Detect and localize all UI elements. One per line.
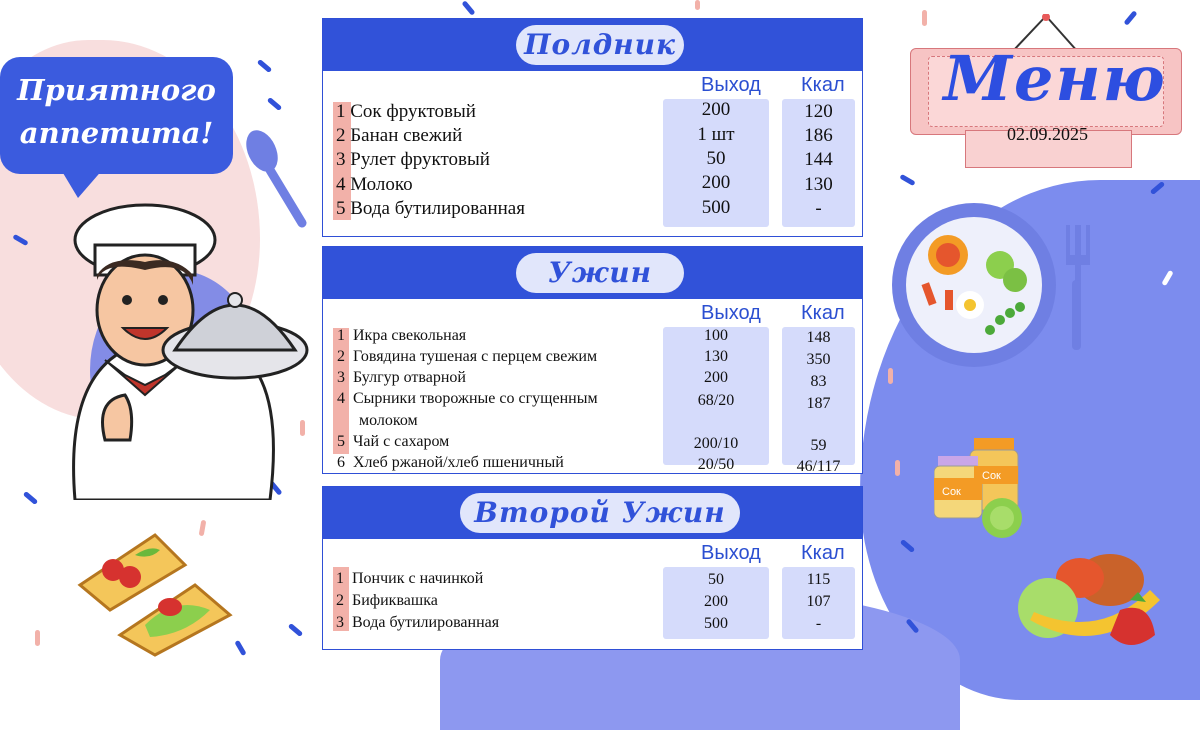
section-header (323, 247, 862, 299)
section-snack (322, 18, 863, 237)
output-value: 500 (704, 615, 728, 632)
confetti (234, 640, 246, 656)
list-item: 3 Булгур отварной (337, 369, 466, 386)
output-value: 500 (701, 197, 731, 218)
section-header (323, 19, 862, 71)
greeting-bubble (0, 57, 233, 174)
list-item: 3 Вода бутилированная (336, 614, 500, 631)
kcal-value: 83 (810, 373, 827, 390)
confetti (899, 174, 915, 186)
column-kcal-header: Ккал (801, 74, 845, 96)
list-item: 4 Молоко (336, 174, 413, 195)
output-value: 100 (704, 327, 728, 344)
list-item: 6 Хлеб ржаной/хлеб пшеничный (337, 454, 564, 471)
confetti (1123, 10, 1137, 25)
confetti (922, 10, 927, 26)
juice-label: Сок (942, 486, 961, 498)
fruits-illustration (1010, 540, 1190, 660)
list-item: 1 Икра свекольная (337, 327, 467, 344)
list-item: 5 Вода бутилированная (336, 198, 525, 219)
list-item-continuation: молоком (359, 412, 418, 429)
greeting-line-2: аппетита! (19, 116, 214, 150)
confetti (267, 97, 282, 111)
column-output-header: Выход (701, 74, 761, 96)
column-kcal-header: Ккал (801, 542, 845, 564)
kcal-value: 350 (806, 351, 831, 368)
section-second-dinner (322, 486, 863, 650)
confetti (461, 0, 475, 15)
output-value: 130 (704, 348, 728, 365)
menu-title: Меню (943, 42, 1167, 115)
list-item: 1 Сок фруктовый (336, 101, 476, 122)
section-dinner (322, 246, 863, 474)
list-item: 3 Рулет фруктовый (336, 149, 490, 170)
section-header (323, 487, 862, 539)
kcal-value: - (815, 615, 822, 632)
menu-date: 02.09.2025 (1007, 124, 1088, 144)
kcal-value: - (815, 198, 822, 219)
kcal-value: 59 (810, 437, 827, 454)
output-value: 200 (701, 172, 731, 193)
sandwich-illustration (75, 525, 235, 660)
output-value: 200 (704, 369, 728, 386)
list-item: 2 Бификвашка (336, 592, 438, 609)
kcal-value: 130 (804, 174, 833, 195)
list-item: 2 Банан свежий (336, 125, 463, 146)
section-title: Второй Ужин (460, 493, 740, 533)
output-value: 1 шт (697, 124, 735, 145)
output-value: 200 (704, 593, 728, 610)
section-title: Полдник (516, 25, 684, 65)
confetti (257, 59, 272, 73)
plate-illustration (890, 195, 1100, 375)
output-value: 50 (706, 148, 726, 169)
kcal-value: 115 (806, 571, 831, 588)
juice-label: Сок (982, 470, 1001, 482)
kcal-value: 120 (804, 101, 833, 122)
output-value: 50 (708, 571, 724, 588)
confetti (35, 630, 40, 646)
greeting-line-1: Приятного (17, 73, 216, 107)
list-item: 5 Чай с сахаром (337, 433, 450, 450)
section-title: Ужин (516, 253, 684, 293)
kcal-value: 187 (806, 395, 831, 412)
output-value: 200 (701, 99, 731, 120)
kcal-value: 107 (806, 593, 831, 610)
output-value: 200/10 (693, 435, 739, 452)
column-output-header: Выход (701, 542, 761, 564)
chef-illustration (35, 200, 325, 500)
juice-jar-icon (934, 430, 1034, 540)
output-value: 20/50 (697, 456, 735, 473)
confetti (895, 460, 900, 476)
kcal-value: 46/117 (796, 458, 841, 475)
kcal-value: 186 (804, 125, 833, 146)
list-item: 1 Пончик с начинкой (336, 570, 484, 587)
kcal-value: 148 (806, 329, 831, 346)
confetti (695, 0, 700, 10)
column-output-header: Выход (701, 302, 761, 324)
list-item: 2 Говядина тушеная с перцем свежим (337, 348, 598, 365)
column-kcal-header: Ккал (801, 302, 845, 324)
kcal-value: 144 (804, 149, 833, 170)
greeting-bubble-tail (60, 168, 104, 198)
list-item: 4 Сырники творожные со сгущенным (337, 390, 598, 407)
confetti (288, 623, 303, 637)
output-value: 68/20 (697, 392, 735, 409)
juice-illustration (934, 430, 1034, 540)
